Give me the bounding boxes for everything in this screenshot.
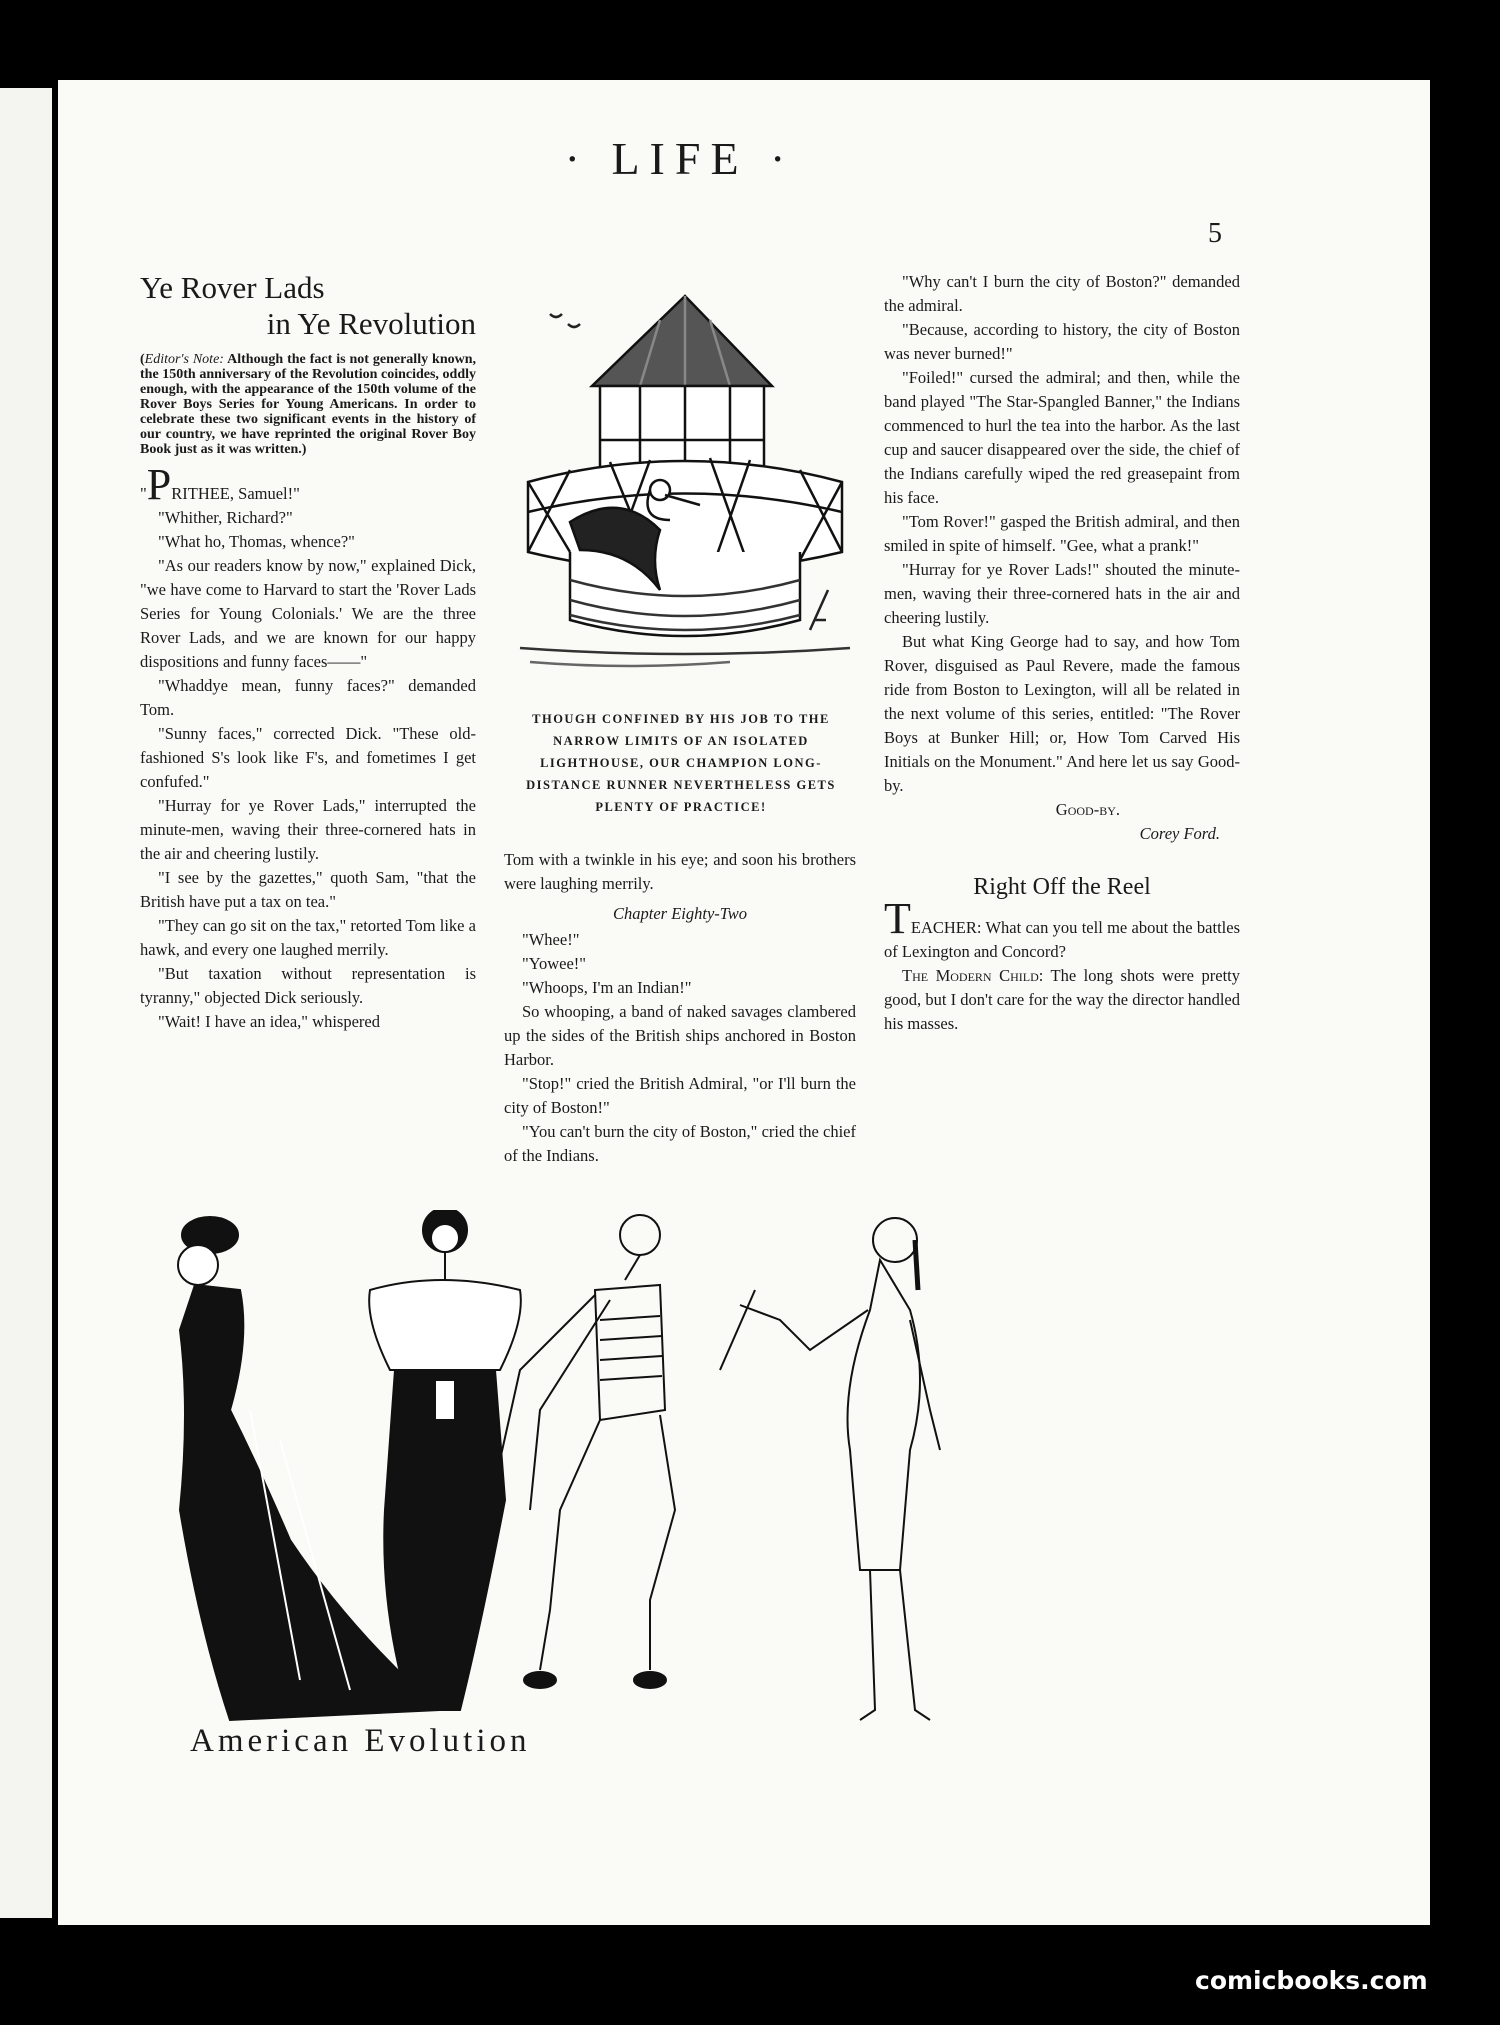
dropcap-p: P <box>146 460 172 509</box>
child-text: The long shots were pretty good, but I don't care for the way the director handled his masses. <box>884 966 1240 1033</box>
lighthouse-cartoon <box>510 290 860 695</box>
sign-off: Good-by. <box>1055 800 1120 819</box>
figure-1910s-woman <box>369 1210 521 1710</box>
paragraph: "As our readers know by now," explained Dick, "we have come to Harvard to start the 'Rover Lads Series for Young Colonials.' We are the three Rover Lads, and we are known for our happy dispositions and funny faces——" <box>140 556 476 671</box>
reel-title: Right Off the Reel <box>973 874 1151 900</box>
paragraph: "I see by the gazettes," quoth Sam, "that the British have put a tax on tea." <box>140 868 476 911</box>
editors-note: (Editor's Note: Although the fact is not generally known, the 150th anniversary of the Revolution coincides, oddly enough, with the appearance of the 150th volume of the Rover Boys Series for Young Americans. In order to celebrate these two significant events in the history of our country, we have reprinted the original Rover Boy Book just as it was written.) <box>140 352 477 457</box>
article-title-line2: in Ye Revolution <box>266 306 476 341</box>
paragraph: "Tom Rover!" gasped the British admiral, and then smiled in spite of himself. "Gee, what a prank!" <box>884 512 1240 555</box>
editors-note-label: Editor's Note: <box>144 352 224 367</box>
paragraph: "Whaddye mean, funny faces?" demanded Tom. <box>140 676 476 719</box>
paragraph: "What ho, Thomas, whence?" <box>158 532 355 551</box>
paragraph: "Why can't I burn the city of Boston?" demanded the admiral. <box>884 272 1240 315</box>
paragraph: "Whoops, I'm an Indian!" <box>522 978 692 997</box>
paragraph: "Stop!" cried the British Admiral, "or I'll burn the city of Boston!" <box>504 1074 856 1117</box>
paragraph: "You can't burn the city of Boston," cried the chief of the Indians. <box>504 1122 856 1165</box>
paragraph: "Foiled!" cursed the admiral; and then, while the band played "The Star-Spangled Banner," the Indians commenced to hurl the tea into the harbor. As the last cup and saucer disappeared over the side, the chief of the Indians carefully wiped the red greasepaint from his face. <box>884 368 1240 507</box>
paragraph: "Because, according to history, the city of Boston was never burned!" <box>884 320 1240 363</box>
article-title-line1: Ye Rover Lads <box>140 270 325 305</box>
child-paragraph <box>884 964 1240 1036</box>
dropcap-t: T <box>884 894 911 943</box>
column-2-first: Tom with a twinkle in his eye; and soon his brothers were laughing merrily. <box>504 850 856 893</box>
teacher-paragraph <box>884 894 1240 964</box>
paragraph: "Hurray for ye Rover Lads," interrupted the minute-men, waving their three-cornered hats in the air and cheering lustily. <box>140 796 476 863</box>
author-byline: Corey Ford. <box>1139 824 1220 843</box>
teacher-text: EACHER: What can you tell me about the battles of Lexington and Concord? <box>884 918 1240 961</box>
paragraph: "Hurray for ye Rover Lads!" shouted the minute-men, waving their three-cornered hats in the air and cheering lustily. <box>884 560 1240 627</box>
opening-text: RITHEE, Samuel!" <box>171 484 300 503</box>
figure-modern-woman-cigarette <box>720 1218 940 1720</box>
cartoon-caption: THOUGH CONFINED BY HIS JOB TO THE NARROW LIMITS OF AN ISOLATED LIGHTHOUSE, OUR CHAMPION LONG-DISTANCE RUNNER NEVERTHELESS GETS PLENTY OF PRACTICE! <box>526 712 836 814</box>
child-label: The Modern Child: <box>902 966 1044 985</box>
opening-paragraph: "PRITHEE, Samuel!" <box>140 460 300 509</box>
article-title <box>140 270 476 342</box>
column-1-paragraphs <box>140 506 476 1034</box>
paragraph: "Whither, Richard?" <box>158 508 293 527</box>
paragraph: But what King George had to say, and how Tom Rover, disguised as Paul Revere, made the famous ride from Boston to Lexington, will all be related in the next volume of this series, entitled: "The Rover Boys at Bunker Hill; or, How Tom Carved His Initials on the Monument." And here let us say Good-by. <box>884 632 1240 795</box>
paragraph: "But taxation without representation is tyranny," objected Dick seriously. <box>140 964 476 1007</box>
paragraph: "Sunny faces," corrected Dick. "These old-fashioned S's look like F's, and fometimes I get confufed." <box>140 724 476 791</box>
column-1 <box>140 270 476 1034</box>
column-3-paragraphs <box>884 270 1240 798</box>
column-3 <box>884 270 1240 1036</box>
column-2-paragraphs <box>504 928 856 1168</box>
paragraph: So whooping, a band of naked savages clambered up the sides of the British ships anchored in Boston Harbor. <box>504 1002 856 1069</box>
illustration-title: American Evolution <box>190 1723 531 1759</box>
page-number: 5 <box>1208 218 1222 249</box>
paragraph: "Wait! I have an idea," whispered <box>158 1012 380 1031</box>
paragraph: "Yowee!" <box>522 954 587 973</box>
evolution-illustration <box>140 1210 1240 1730</box>
scan-page-edge <box>0 88 52 1918</box>
paragraph: "Whee!" <box>522 930 580 949</box>
masthead: · LIFE · <box>564 133 796 184</box>
watermark: comicbooks.com <box>1195 1966 1428 1995</box>
paragraph: "They can go sit on the tax," retorted Tom like a hawk, and every one laughed merrily. <box>140 916 476 959</box>
figure-1920s-flapper-scarf <box>500 1215 675 1688</box>
editors-note-text: Although the fact is not generally known, the 150th anniversary of the Revolution coincides, oddly enough, with the appearance of the 150th volume of the Rover Boys Series for Young Americans. In order to celebrate these two significant events in the history of our country, we have reprinted the original Rover Boy Book just as it was written.) <box>140 352 477 457</box>
column-2 <box>504 848 856 1168</box>
chapter-heading: Chapter Eighty-Two <box>613 904 747 923</box>
